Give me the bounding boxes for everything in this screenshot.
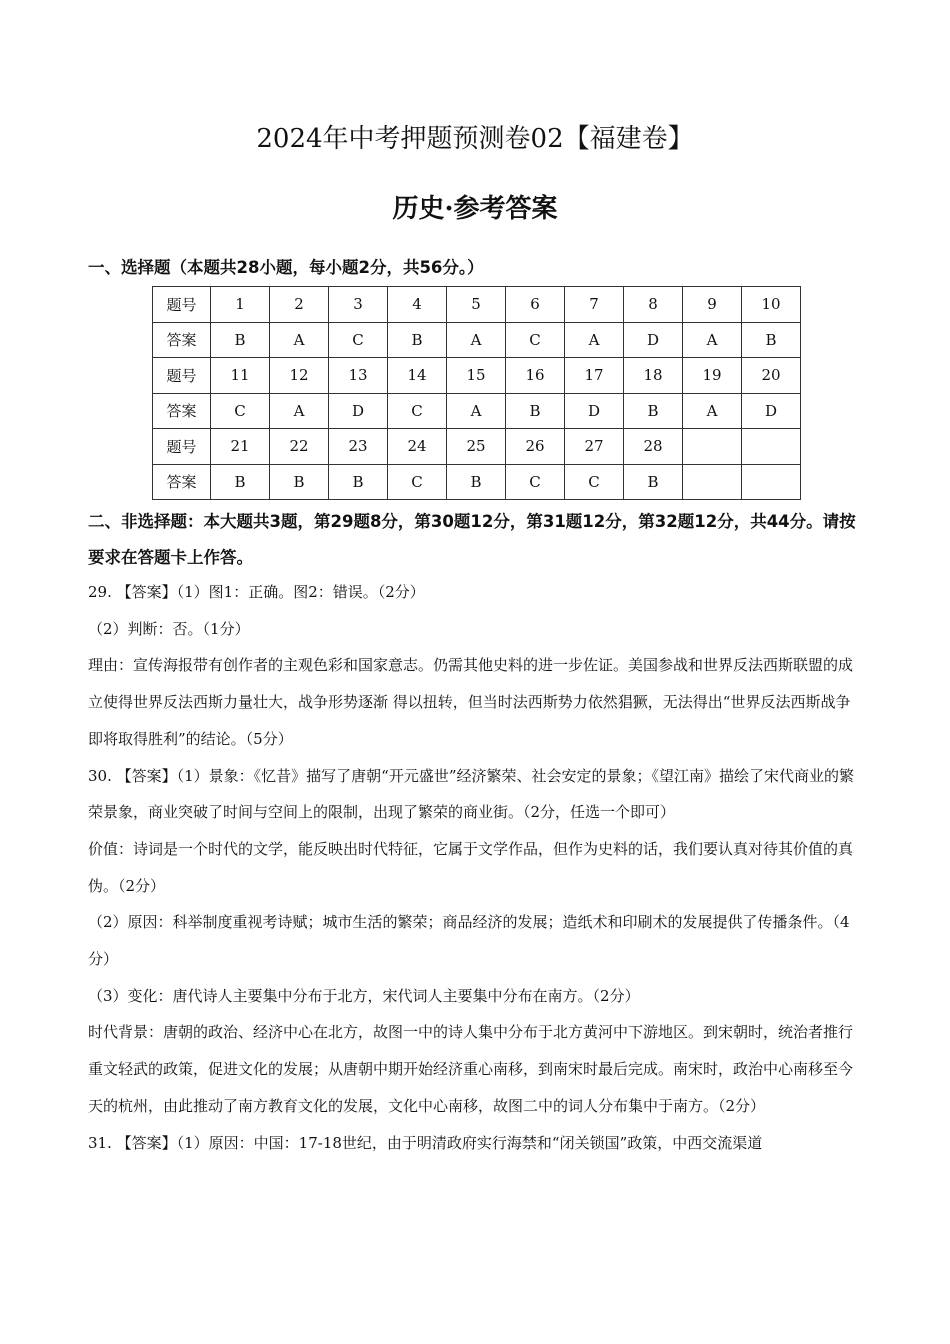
table-cell: D <box>624 322 683 358</box>
table-cell: A <box>683 393 742 429</box>
table-cell: 11 <box>211 358 270 394</box>
table-cell: 22 <box>270 429 329 465</box>
table-cell: B <box>742 322 801 358</box>
table-cell: 12 <box>270 358 329 394</box>
table-cell: 25 <box>447 429 506 465</box>
table-cell: 1 <box>211 287 270 323</box>
section-heading-choice: 一、选择题（本题共28小题，每小题2分，共56分。） <box>88 258 484 277</box>
answer-key-table <box>152 286 801 500</box>
table-cell: C <box>506 322 565 358</box>
answer-body <box>88 574 858 1161</box>
table-cell: C <box>506 464 565 500</box>
table-cell: 10 <box>742 287 801 323</box>
section-heading-non-choice: 二、非选择题：本大题共3题，第29题8分，第30题12分，第31题12分，第32题12分，共44分。请按要求在答题卡上作答。 <box>88 512 856 567</box>
table-cell: C <box>565 464 624 500</box>
table-cell: A <box>270 322 329 358</box>
table-row-label: 答案 <box>153 322 211 358</box>
table-cell: B <box>624 393 683 429</box>
table-row-label: 题号 <box>153 429 211 465</box>
table-cell: D <box>742 393 801 429</box>
table-cell: 23 <box>329 429 388 465</box>
table-cell: 8 <box>624 287 683 323</box>
table-cell: B <box>388 322 447 358</box>
answer-paragraph: 30. 【答案】（1）景象：《忆昔》描写了唐朝“开元盛世”经济繁荣、社会安定的景象；《望江南》描绘了宋代商业的繁荣景象，商业突破了时间与空间上的限制，出现了繁荣的商业街。（2分，任选一个即可） <box>88 766 855 822</box>
table-cell: A <box>447 322 506 358</box>
table-cell <box>683 464 742 500</box>
table-cell: 24 <box>388 429 447 465</box>
table-cell: C <box>388 393 447 429</box>
table-row-label: 题号 <box>153 287 211 323</box>
table-cell: 28 <box>624 429 683 465</box>
answer-paragraph: 31. 【答案】（1）原因：中国：17-18世纪，由于明清政府实行海禁和“闭关锁国”政策，中西交流渠道 <box>88 1133 763 1152</box>
table-cell: 7 <box>565 287 624 323</box>
table-row <box>153 358 801 394</box>
table-row-label: 答案 <box>153 393 211 429</box>
table-cell: A <box>683 322 742 358</box>
table-cell: B <box>506 393 565 429</box>
table-cell: D <box>329 393 388 429</box>
table-row-label: 题号 <box>153 358 211 394</box>
table-cell: 14 <box>388 358 447 394</box>
answer-paragraph: （3）变化：唐代诗人主要集中分布于北方，宋代词人主要集中分布在南方。（2分） <box>88 986 640 1005</box>
document-subtitle: 历史·参考答案 <box>392 194 558 224</box>
table-cell: 6 <box>506 287 565 323</box>
table-cell: 9 <box>683 287 742 323</box>
table-cell: 20 <box>742 358 801 394</box>
answer-paragraph: 29. 【答案】（1）图1：正确。图2：错误。（2分） <box>88 583 425 601</box>
table-row <box>153 322 801 358</box>
table-cell: 15 <box>447 358 506 394</box>
table-cell: 26 <box>506 429 565 465</box>
table-cell <box>742 429 801 465</box>
table-cell: A <box>565 322 624 358</box>
table-cell: B <box>624 464 683 500</box>
table-cell: A <box>447 393 506 429</box>
table-cell: B <box>447 464 506 500</box>
table-cell: C <box>388 464 447 500</box>
table-cell: 5 <box>447 287 506 323</box>
table-cell: C <box>329 322 388 358</box>
table-cell: 4 <box>388 287 447 323</box>
table-cell: 3 <box>329 287 388 323</box>
table-cell: C <box>211 393 270 429</box>
table-row-label: 答案 <box>153 464 211 500</box>
answer-paragraph: 时代背景：唐朝的政治、经济中心在北方，故图一中的诗人集中分布于北方黄河中下游地区。到宋朝时，统治者推行重文轻武的政策，促进文化的发展；从唐朝中期开始经济重心南移，到南宋时最后完成。南宋时，政治中心南移至今天的杭州，由此推动了南方教育文化的发展，文化中心南移，故图二中的词人分布集中于南方。（2分） <box>88 1023 854 1115</box>
table-cell: B <box>270 464 329 500</box>
table-row <box>153 393 801 429</box>
answer-paragraph: 理由：宣传海报带有创作者的主观色彩和国家意志。仍需其他史料的进一步佐证。美国参战和世界反法西斯联盟的成立使得世界反法西斯力量壮大，战争形势逐渐 得以扭转，但当时法西斯势力依然猖獗，无法得出“世界反法西斯战争即将取得胜利”的结论。（5分） <box>88 656 854 748</box>
table-cell: 13 <box>329 358 388 394</box>
table-row <box>153 464 801 500</box>
table-row <box>153 429 801 465</box>
answer-paragraph: 价值：诗词是一个时代的文学，能反映出时代特征，它属于文学作品，但作为史料的话，我们要认真对待其价值的真伪。（2分） <box>88 839 854 895</box>
table-cell <box>742 464 801 500</box>
table-cell: 27 <box>565 429 624 465</box>
table-cell: 18 <box>624 358 683 394</box>
table-cell: 21 <box>211 429 270 465</box>
table-row <box>153 287 801 323</box>
answer-paragraph: （2）原因：科举制度重视考诗赋；城市生活的繁荣；商品经济的发展；造纸术和印刷术的发展提供了传播条件。（4分） <box>88 913 850 969</box>
table-cell: B <box>211 464 270 500</box>
document-title: 2024年中考押题预测卷02【福建卷】 <box>256 124 694 154</box>
table-cell: 16 <box>506 358 565 394</box>
table-cell: B <box>329 464 388 500</box>
table-cell: A <box>270 393 329 429</box>
table-cell: D <box>565 393 624 429</box>
table-cell: 2 <box>270 287 329 323</box>
table-cell <box>683 429 742 465</box>
answer-paragraph: （2）判断：否。（1分） <box>88 619 250 638</box>
table-cell: B <box>211 322 270 358</box>
table-cell: 17 <box>565 358 624 394</box>
table-cell: 19 <box>683 358 742 394</box>
